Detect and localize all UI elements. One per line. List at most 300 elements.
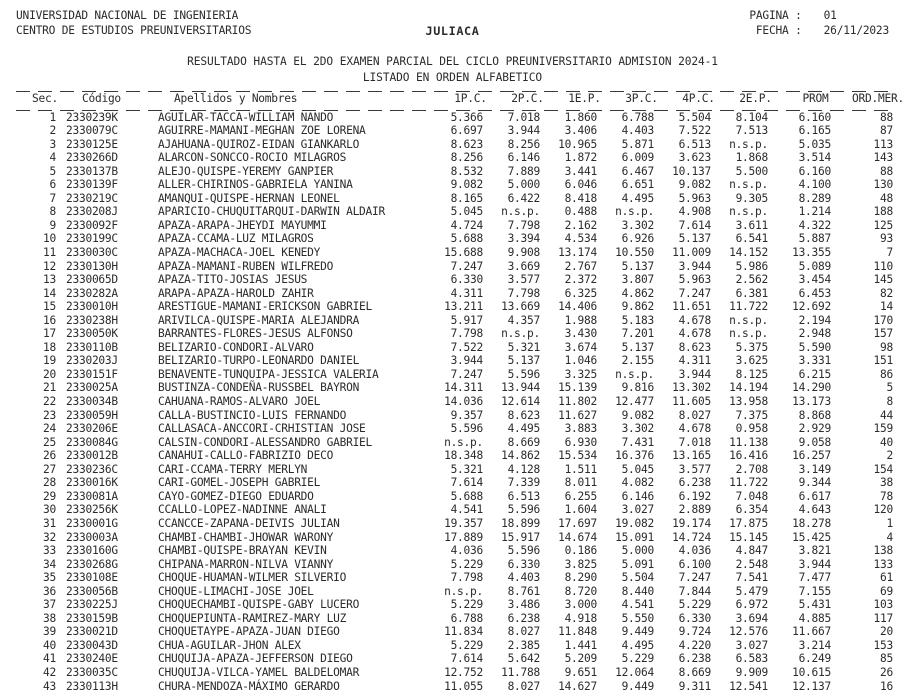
cell-prom: 1.214 [798,205,831,219]
table-row [16,544,905,558]
table-row [16,409,905,423]
cell-sec: 33 [43,544,56,558]
cell-2ep: 14.194 [729,381,768,395]
table-row [16,368,905,382]
cell-1pc: 9.357 [450,408,483,422]
table-row [16,680,905,693]
cell-nombres: CANAHUI-CALLO-FABRIZIO DECO [158,449,334,463]
cell-2pc: 6.422 [507,191,540,205]
cell-prom: 6.160 [798,110,831,124]
table-row [16,287,905,301]
cell-1ep: 1.046 [564,354,597,368]
cell-nombres: CCALLO-LOPEZ-NADINNE ANALI [158,503,327,517]
cell-1ep: 3.000 [564,598,597,612]
cell-1pc: 5.229 [450,557,483,571]
cell-codigo: 2330282A [66,286,118,300]
cell-2ep: 9.909 [735,665,768,679]
cell-prom: 3.214 [798,638,831,652]
cell-nombres: CHOQUE-LIMACHI-JOSE JOEL [158,584,314,598]
cell-ordmer: 48 [880,191,893,205]
cell-2ep: 7.513 [735,124,768,138]
cell-1pc: 12.752 [444,665,483,679]
cell-prom: 12.692 [792,300,831,314]
cell-4pc: 3.577 [678,462,711,476]
cell-2ep: 5.479 [735,584,768,598]
cell-ordmer: 82 [880,286,893,300]
cell-3pc: 5.137 [621,340,654,354]
table-row [16,341,905,355]
cell-4pc: 4.311 [678,354,711,368]
cell-sec: 20 [43,367,56,381]
cell-1pc: 8.623 [450,137,483,151]
cell-3pc: 6.926 [621,232,654,246]
cell-codigo: 2330240E [66,652,118,666]
cell-1pc: 7.247 [450,259,483,273]
cell-3pc: 9.082 [621,408,654,422]
cell-sec: 18 [43,340,56,354]
cell-codigo: 2330016K [66,476,118,490]
cell-codigo: 2330208J [66,205,118,219]
center-name: CENTRO DE ESTUDIOS PREUNIVERSITARIOS [16,24,252,37]
cell-sec: 36 [43,584,56,598]
page-value: 01 [823,9,837,22]
cell-sec: 8 [49,205,56,219]
cell-sec: 26 [43,449,56,463]
cell-4pc: 6.238 [678,652,711,666]
cell-3pc: 3.302 [621,218,654,232]
cell-2ep: 12.576 [729,625,768,639]
cell-1pc: 7.798 [450,327,483,341]
cell-ordmer: 20 [880,625,893,639]
cell-2pc: 8.761 [507,584,540,598]
cell-1ep: 8.720 [564,584,597,598]
cell-prom: 6.617 [798,489,831,503]
cell-nombres: CAYO-GOMEZ-DIEGO EDUARDO [158,489,314,503]
cell-4pc: 6.192 [678,489,711,503]
table-row [16,449,905,463]
cell-prom: 3.514 [798,151,831,165]
cell-4pc: 5.504 [678,110,711,124]
cell-1pc: 5.917 [450,313,483,327]
table-row [16,639,905,653]
cell-ordmer: 154 [873,462,893,476]
cell-codigo: 2330225J [66,598,118,612]
cell-codigo: 2330137B [66,164,118,178]
cell-prom: 3.821 [798,544,831,558]
cell-ordmer: 117 [873,611,893,625]
cell-prom: 16.257 [792,449,831,463]
cell-2ep: 6.354 [735,503,768,517]
cell-nombres: AMANQUI-QUISPE-HERNAN LEONEL [158,191,340,205]
cell-2pc: n.s.p. [501,327,540,341]
cell-2pc: 8.256 [507,137,540,151]
cell-codigo: 2330266D [66,151,118,165]
cell-2pc: 14.862 [501,449,540,463]
cell-2pc: 3.394 [507,232,540,246]
cell-codigo: 2330108E [66,571,118,585]
cell-4pc: 4.036 [678,544,711,558]
cell-ordmer: 26 [880,665,893,679]
cell-prom: 18.278 [792,516,831,530]
col-header-sec: Sec. [32,92,58,105]
cell-nombres: CHOQUETAYPE-APAZA-JUAN DIEGO [158,625,340,639]
cell-codigo: 2330203J [66,354,118,368]
cell-nombres: AJAHUANA-QUIROZ-EIDAN GIANKARLO [158,137,360,151]
cell-2ep: n.s.p. [729,327,768,341]
cell-1pc: 14.036 [444,395,483,409]
cell-1pc: 11.055 [444,679,483,693]
table-row [16,381,905,395]
cell-sec: 14 [43,286,56,300]
table-row [16,666,905,680]
cell-1pc: 8.165 [450,191,483,205]
cell-4pc: 9.311 [678,679,711,693]
cell-2pc: 7.798 [507,286,540,300]
cell-prom: 4.643 [798,503,831,517]
cell-4pc: 6.513 [678,137,711,151]
cell-1ep: 3.325 [564,367,597,381]
cell-ordmer: 69 [880,584,893,598]
table-row [16,151,905,165]
cell-1pc: 9.082 [450,178,483,192]
cell-nombres: APARICIO-CHUQUITARQUI-DARWIN ALDAIR [158,205,385,219]
cell-codigo: 2330034B [66,395,118,409]
cell-prom: 6.165 [798,124,831,138]
cell-ordmer: 138 [873,544,893,558]
cell-1ep: 4.534 [564,232,597,246]
cell-4pc: 11.605 [672,395,711,409]
date-label: FECHA : [755,24,802,37]
table-row [16,476,905,490]
table-row [16,354,905,368]
col-header-1pc: 1P.C. [454,92,487,105]
cell-1ep: 14.406 [558,300,597,314]
cell-prom: 2.194 [798,313,831,327]
cell-codigo: 2330021D [66,625,118,639]
cell-ordmer: 113 [873,137,893,151]
cell-ordmer: 44 [880,408,893,422]
cell-nombres: APAZA-MACHACA-JOEL KENEDY [158,246,321,260]
cell-2ep: 2.548 [735,557,768,571]
cell-2pc: 6.238 [507,611,540,625]
cell-ordmer: 133 [873,557,893,571]
university-name: UNIVERSIDAD NACIONAL DE INGENIERIA [16,9,239,22]
cell-4pc: 4.678 [678,327,711,341]
cell-3pc: 6.146 [621,489,654,503]
cell-prom: 4.885 [798,611,831,625]
cell-codigo: 2330130H [66,259,118,273]
cell-1ep: 3.883 [564,422,597,436]
table-row [16,111,905,125]
cell-codigo: 2330256K [66,503,118,517]
cell-prom: 5.431 [798,598,831,612]
cell-codigo: 2330035C [66,665,118,679]
cell-ordmer: 188 [873,205,893,219]
cell-2pc: 9.908 [507,246,540,260]
cell-4pc: 19.174 [672,516,711,530]
results-table [16,92,905,107]
cell-1ep: 6.930 [564,435,597,449]
table-row [16,192,905,206]
cell-sec: 23 [43,408,56,422]
cell-nombres: CHAMBI-QUISPE-BRAYAN KEVIN [158,544,327,558]
table-row [16,273,905,287]
cell-prom: 14.290 [792,381,831,395]
cell-ordmer: 14 [880,300,893,314]
cell-ordmer: 157 [873,327,893,341]
cell-codigo: 2330084G [66,435,118,449]
table-row [16,138,905,152]
cell-2pc: 3.669 [507,259,540,273]
cell-nombres: CHIPANA-MARRON-NILVA VIANNY [158,557,334,571]
cell-1ep: 1.511 [564,462,597,476]
cell-sec: 15 [43,300,56,314]
cell-prom: 5.590 [798,340,831,354]
col-header-codigo: Código [82,92,121,105]
cell-nombres: CHUQUIJA-APAZA-JEFFERSON DIEGO [158,652,353,666]
cell-nombres: BELIZARIO-CONDORI-ALVARO [158,340,314,354]
cell-codigo: 2330059H [66,408,118,422]
table-row [16,178,905,192]
cell-1pc: 5.229 [450,598,483,612]
cell-ordmer: 120 [873,503,893,517]
cell-2ep: 15.145 [729,530,768,544]
cell-1ep: 3.825 [564,557,597,571]
cell-nombres: CALLASACA-ANCCORI-CRHISTIAN JOSE [158,422,366,436]
cell-2ep: 14.152 [729,246,768,260]
cell-codigo: 2330012B [66,449,118,463]
cell-codigo: 2330110B [66,340,118,354]
cell-ordmer: 78 [880,489,893,503]
report-subtitle: LISTADO EN ORDEN ALFABETICO [362,71,543,84]
cell-prom: 15.425 [792,530,831,544]
cell-codigo: 2330050K [66,327,118,341]
cell-sec: 11 [43,246,56,260]
cell-sec: 30 [43,503,56,517]
cell-1ep: 1.441 [564,638,597,652]
cell-2pc: 11.788 [501,665,540,679]
cell-3pc: 3.807 [621,273,654,287]
cell-ordmer: 2 [886,449,893,463]
cell-1ep: 17.697 [558,516,597,530]
cell-4pc: 4.220 [678,638,711,652]
cell-1pc: 5.229 [450,638,483,652]
cell-2ep: 11.138 [729,435,768,449]
cell-sec: 2 [49,124,56,138]
cell-2pc: 6.146 [507,151,540,165]
cell-codigo: 2330025A [66,381,118,395]
cell-1ep: 11.848 [558,625,597,639]
cell-sec: 25 [43,435,56,449]
table-row [16,652,905,666]
cell-1ep: 2.162 [564,218,597,232]
cell-nombres: BARRANTES-FLORES-JESUS ALFONSO [158,327,353,341]
cell-2ep: 2.562 [735,273,768,287]
cell-3pc: 5.183 [621,313,654,327]
cell-prom: 6.215 [798,367,831,381]
cell-4pc: 6.100 [678,557,711,571]
cell-1ep: 14.674 [558,530,597,544]
cell-sec: 1 [49,110,56,124]
cell-ordmer: 5 [886,381,893,395]
table-row [16,625,905,639]
cell-prom: 9.344 [798,476,831,490]
cell-4pc: 11.651 [672,300,711,314]
cell-prom: 7.155 [798,584,831,598]
cell-1ep: 0.488 [564,205,597,219]
cell-prom: 3.454 [798,273,831,287]
cell-3pc: 9.816 [621,381,654,395]
cell-3pc: 12.477 [615,395,654,409]
table-row [16,598,905,612]
cell-4pc: 7.522 [678,124,711,138]
cell-sec: 10 [43,232,56,246]
cell-2ep: 3.694 [735,611,768,625]
table-row [16,531,905,545]
cell-3pc: 4.541 [621,598,654,612]
cell-2ep: 0.958 [735,422,768,436]
cell-2pc: 8.027 [507,625,540,639]
cell-3pc: 8.440 [621,584,654,598]
cell-1pc: 4.724 [450,218,483,232]
cell-prom: 10.615 [792,665,831,679]
table-row [16,165,905,179]
cell-nombres: ARAPA-APAZA-HAROLD ZAHIR [158,286,314,300]
cell-1ep: 1.860 [564,110,597,124]
cell-2ep: 6.972 [735,598,768,612]
cell-sec: 9 [49,218,56,232]
cell-1pc: 5.321 [450,462,483,476]
cell-nombres: ARESTIGUE-MAMANI-ERICKSON GABRIEL [158,300,373,314]
cell-codigo: 2330030C [66,246,118,260]
col-header-prom: PROM [802,92,829,105]
cell-4pc: 11.009 [672,246,711,260]
cell-1pc: 7.522 [450,340,483,354]
cell-nombres: ALARCON-SONCCO-ROCIO MILAGROS [158,151,347,165]
cell-3pc: 5.045 [621,462,654,476]
cell-sec: 7 [49,191,56,205]
table-row [16,463,905,477]
cell-sec: 34 [43,557,56,571]
cell-nombres: CARI-CCAMA-TERRY MERLYN [158,462,308,476]
cell-1ep: 8.418 [564,191,597,205]
cell-4pc: 5.137 [678,232,711,246]
cell-nombres: CHURA-MENDOZA-MÁXIMO GERARDO [158,679,340,693]
cell-4pc: 3.623 [678,151,711,165]
cell-1pc: 5.596 [450,422,483,436]
cell-sec: 16 [43,313,56,327]
cell-2ep: 9.305 [735,191,768,205]
cell-ordmer: 159 [873,422,893,436]
cell-3pc: 5.091 [621,557,654,571]
cell-2pc: 8.027 [507,679,540,693]
cell-sec: 32 [43,530,56,544]
cell-1pc: 4.036 [450,544,483,558]
table-row [16,219,905,233]
cell-ordmer: 145 [873,273,893,287]
cell-1ep: 11.627 [558,408,597,422]
cell-nombres: APAZA-MAMANI-RUBEN WILFREDO [158,259,334,273]
cell-codigo: 2330081A [66,489,118,503]
cell-1pc: 7.247 [450,367,483,381]
col-header-ordmer: ORD.MER. [852,92,904,105]
page-label: PAGINA : [749,9,802,22]
cell-1ep: 8.011 [564,476,597,490]
cell-3pc: 3.302 [621,422,654,436]
cell-1pc: 5.688 [450,489,483,503]
cell-4pc: 7.018 [678,435,711,449]
cell-1pc: 8.532 [450,164,483,178]
cell-2pc: 3.944 [507,124,540,138]
cell-ordmer: 125 [873,218,893,232]
table-row [16,490,905,504]
cell-sec: 41 [43,652,56,666]
cell-3pc: n.s.p. [615,205,654,219]
cell-4pc: 13.165 [672,449,711,463]
document-header [14,6,891,48]
cell-2ep: 6.541 [735,232,768,246]
cell-2ep: 5.375 [735,340,768,354]
cell-3pc: 15.091 [615,530,654,544]
cell-2pc: 5.596 [507,544,540,558]
cell-3pc: 3.027 [621,503,654,517]
cell-2ep: 6.583 [735,652,768,666]
cell-2ep: 4.847 [735,544,768,558]
cell-nombres: CHAMBI-CHAMBI-JHOWAR WARONY [158,530,334,544]
cell-2ep: 17.875 [729,516,768,530]
cell-nombres: AGUIRRE-MAMANI-MEGHAN ZOE LORENA [158,124,366,138]
cell-nombres: APAZA-CCAMA-LUZ MILAGROS [158,232,314,246]
page-meta-row [714,8,889,23]
cell-1ep: 10.965 [558,137,597,151]
cell-3pc: 7.431 [621,435,654,449]
cell-1ep: 15.534 [558,449,597,463]
cell-codigo: 2330113H [66,679,118,693]
cell-2ep: n.s.p. [729,205,768,219]
cell-2ep: 12.541 [729,679,768,693]
cell-3pc: 6.467 [621,164,654,178]
cell-2ep: 5.500 [735,164,768,178]
cell-nombres: CHOQUEPIUNTA-RAMIREZ-MARY LUZ [158,611,347,625]
cell-1pc: 7.798 [450,571,483,585]
cell-sec: 43 [43,679,56,693]
cell-sec: 6 [49,178,56,192]
cell-1ep: 2.372 [564,273,597,287]
cell-sec: 39 [43,625,56,639]
cell-2ep: 3.625 [735,354,768,368]
cell-3pc: 6.788 [621,110,654,124]
cell-1pc: n.s.p. [444,584,483,598]
cell-ordmer: 40 [880,435,893,449]
cell-sec: 40 [43,638,56,652]
cell-3pc: 5.550 [621,611,654,625]
cell-ordmer: 8 [886,395,893,409]
cell-ordmer: 38 [880,476,893,490]
cell-3pc: 9.862 [621,300,654,314]
cell-nombres: CHUQUIJA-VILCA-YAMEL BALDELOMAR [158,665,360,679]
table-row [16,260,905,274]
cell-2ep: 3.611 [735,218,768,232]
cell-1ep: 4.918 [564,611,597,625]
table-row [16,124,905,138]
cell-1ep: 3.430 [564,327,597,341]
cell-2pc: 5.596 [507,367,540,381]
table-row [16,327,905,341]
cell-3pc: 4.082 [621,476,654,490]
cell-sec: 13 [43,273,56,287]
cell-ordmer: 1 [886,516,893,530]
cell-4pc: 3.944 [678,367,711,381]
